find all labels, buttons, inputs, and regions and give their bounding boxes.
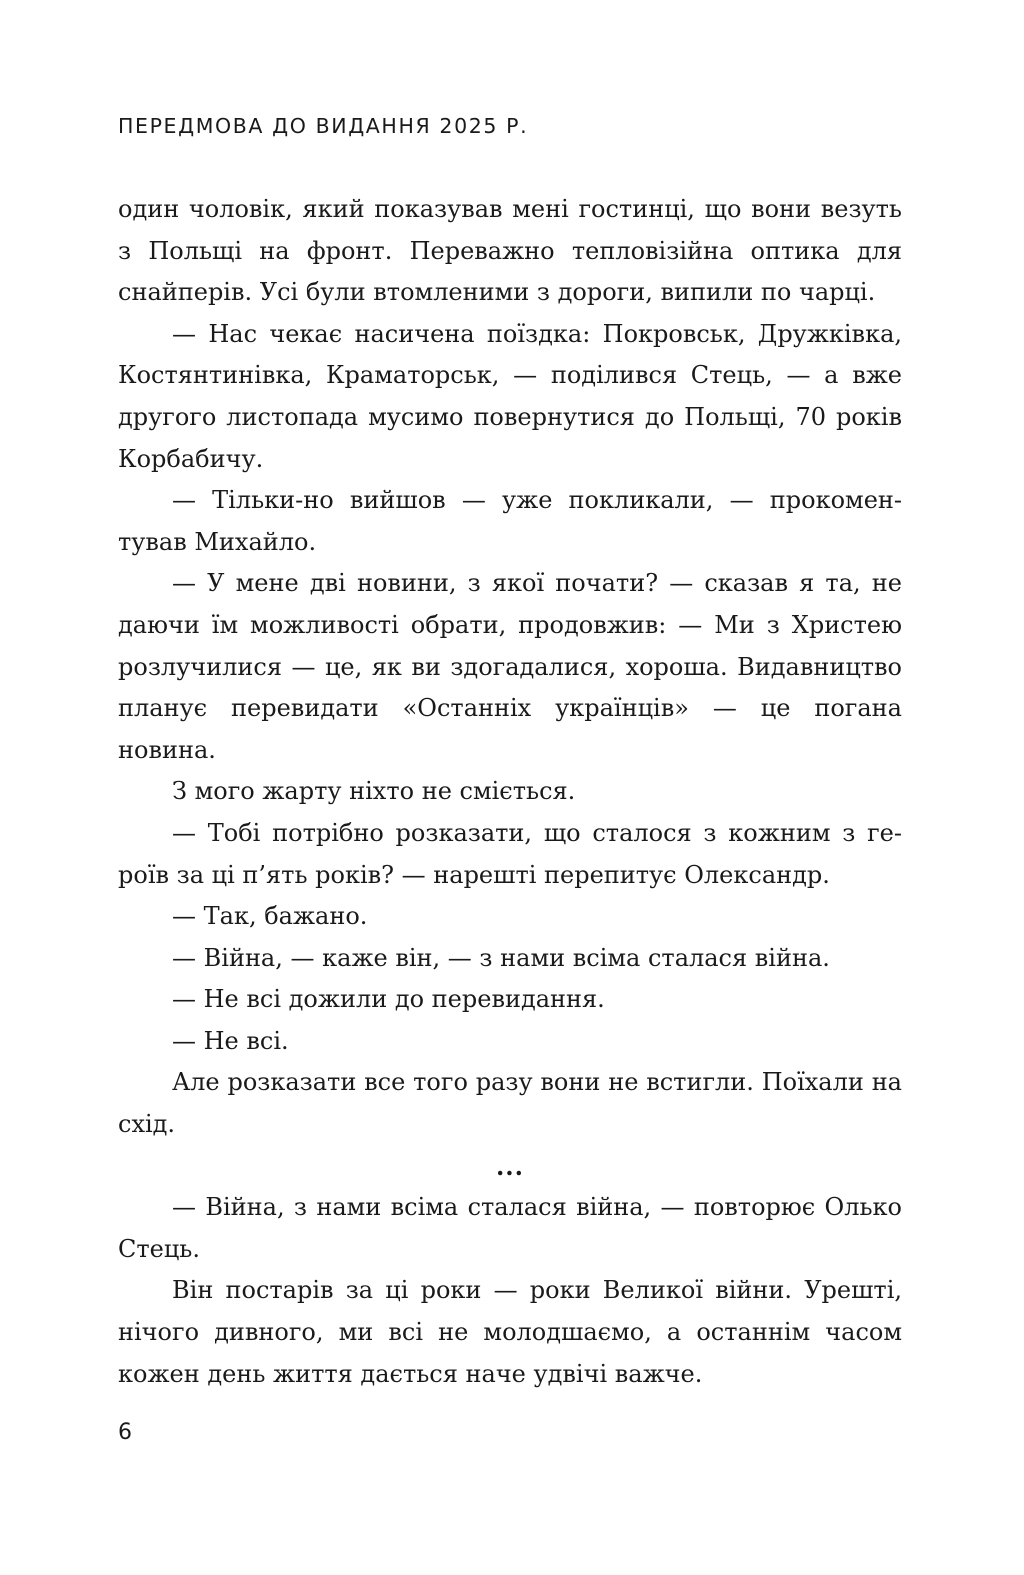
paragraph: — Нас чекає насичена поїздка: Покровськ, Дружківка, Костянтинівка, Краматорськ, — поділився Стець, — а вже другого листопада мусимо повернутися до Польщі, 70 років Корбабичу. xyxy=(118,319,902,473)
page-number: 6 xyxy=(118,1420,132,1445)
paragraph: — Війна, — каже він, — з нами всіма сталася війна. xyxy=(172,943,830,972)
paragraph: Він постарів за ці роки — роки Великої війни. Урешті, нічого дивного, ми всі не молодшаємо, а останнім часом кожен день життя дається наче удвічі важче. xyxy=(118,1276,902,1388)
paragraph: — Не всі дожили до перевидання. xyxy=(172,985,605,1014)
paragraph: — Так, бажано. xyxy=(172,902,368,931)
paragraph: — Тільки-но вийшов — уже покликали, — прокоментував Михайло. xyxy=(118,486,902,556)
paragraph: — Тобі потрібно розказати, що сталося з кожним з героїв за ці п’ять років? — нарешті перепитує Олександр. xyxy=(118,818,902,889)
running-head: ПЕРЕДМОВА ДО ВИДАННЯ 2025 Р. xyxy=(118,114,529,138)
paragraph: один чоловік, який показував мені гостинці, що вони везуть з Польщі на фронт. Переважно тепловізійна оптика для снайперів. Усі були втомленими з дороги, випили по чарці. xyxy=(118,195,902,307)
paragraph: — Війна, з нами всіма сталася війна, — повторює Олько Стець. xyxy=(118,1193,902,1263)
body-text xyxy=(118,189,902,1395)
paragraph: — Не всі. xyxy=(172,1026,289,1055)
paragraph: — У мене дві новини, з якої почати? — сказав я та, не даючи їм можливості обрати, продовжив: — Ми з Христею розлучилися — це, як ви здогадалися, хороша. Видавництво планує перевидати «Останніх українців» — це погана новина. xyxy=(118,569,902,764)
section-separator: ... xyxy=(495,1151,525,1181)
paragraph: Але розказати все того разу вони не встигли. Поїхали на схід. xyxy=(118,1068,902,1139)
paragraph: З мого жарту ніхто не сміється. xyxy=(172,777,576,806)
